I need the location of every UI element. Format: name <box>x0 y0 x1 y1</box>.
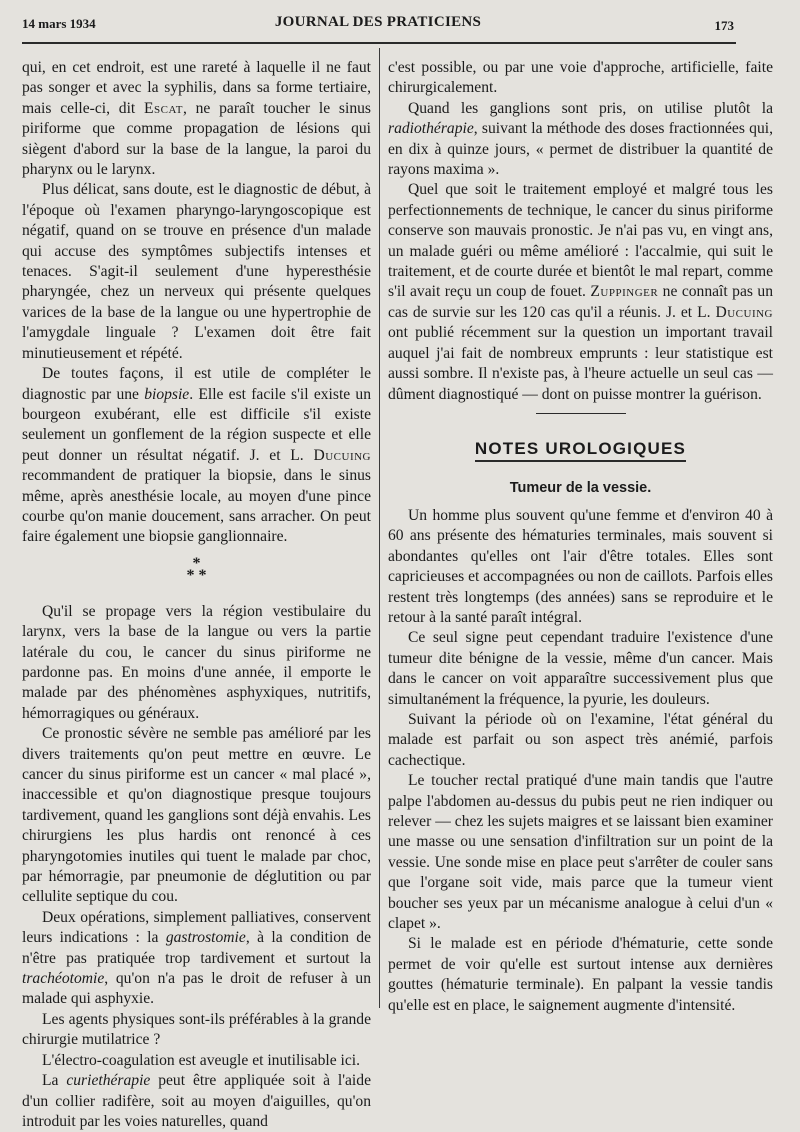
paragraph: Un homme plus souvent qu'une femme et d'environ 40 à 60 ans présente des hématuries terminales, mais souvent si abondantes qu'elles ont l'air d'être totales. Elles sont capricieuses et accompagnées ou non de caillots. Parfois elles restent très longtemps (des années) sans se reproduire et le retour à la santé paraît intégral. <box>388 506 773 626</box>
paragraph: Plus délicat, sans doute, est le diagnostic de début, à l'époque où l'examen pharyngo-laryngoscopique est négatif, quand on se trouve en présence d'un malade qui accuse des symptômes subjectifs intenses et tenaces. S'agit-il seulement d'une hyperesthésie pharyngée, chez un nerveux qui présente quelques varices de la base de la langue ou une hypertrophie de l'amygdale linguale ? L'examen doit être fait minutieusement et répété. <box>22 181 371 362</box>
right-column <box>388 58 773 1016</box>
emphasis: biopsie <box>144 385 190 403</box>
author-name: Ducuing <box>715 303 773 321</box>
paragraph: Si le malade est en période d'hématurie, cette sonde permet de voir qu'elle est surtout intense aux dernières gouttes (hématurie terminale). En palpant la vessie tandis qu'elle est en place, le saignement augmente d'intensité. <box>388 935 773 1014</box>
emphasis: gastrostomie <box>165 929 246 947</box>
paragraph: Quel que soit le traitement employé et malgré tous les perfectionnements de technique, le cancer du sinus piriforme conserve son mauvais pronostic. Je n'ai pas vu, en vingt ans, un malade guéri ou même amélioré : l'accalmie, qui suit le traitement, et de courte durée et bientôt le mal repart, comme s'il avait reçu un coup de fouet. Zuppinger ne connaît pas un cas de survie sur les 120 cas qu'il a réunis. J. et L. Ducuing ont publié récemment sur la question un important travail auquel j'ai fait de nombreux emprunts : leur statistique est aussi sombre. Il n'existe pas, à l'heure actuelle un seul cas — dûment diagnostiqué — dont on puisse montrer la guérison. <box>388 181 773 403</box>
page-header <box>22 14 734 44</box>
paragraph: Ce seul signe peut cependant traduire l'existence d'une tumeur dite bénigne de la vessie, même d'un cancer. Mais dans le cancer on voit apparaître successivement plus que simultanément la fréquence, la pyurie, les douleurs. <box>388 629 773 708</box>
article-subtitle: Tumeur de la vessie. <box>509 479 652 496</box>
paragraph: Deux opérations, simplement palliatives, conservent leurs indications : la gastrostomie, à la condition de n'être pas pratiquée trop tardivement et surtout la trachéotomie, qu'on n'a pas le droit de refuser à un malade qui asphyxie. <box>22 908 371 1008</box>
paragraph: c'est possible, ou par une voie d'approche, artificielle, faite chirurgicalement. <box>388 59 773 97</box>
paragraph: Quand les ganglions sont pris, on utilise plutôt la radiothérapie, suivant la méthode des doses fractionnées qui, en dix à quinze jours, « permet de distribuer la quantité de rayons maxima ». <box>388 99 773 179</box>
paragraph: Les agents physiques sont-ils préférables à la grande chirurgie mutilatrice ? <box>22 1010 371 1049</box>
emphasis: trachéotomie <box>22 970 105 988</box>
section-separator <box>536 413 626 414</box>
paragraph: qui, en cet endroit, est une rareté à laquelle il ne faut pas songer et avec la syphilis, dans sa forme tertiaire, mais celle-ci, dit Escat, ne paraît toucher le sinus piriforme que comme propagation de lésions qui siègent d'abord sur la base de la langue, la paroi du pharynx ou le larynx. <box>22 59 371 179</box>
paragraph: Ce pronostic sévère ne semble pas amélioré par les divers traitements qu'on peut mettre en œuvre. Le cancer du sinus piriforme est un cancer « mal placé », inaccessible et qu'on diagnostique presque toujours tardivement, quand les ganglions sont déjà envahis. Les chirurgiens les plus hardis ont renoncé à ces pharyngotomies inutiles qui tuent le malade par choc, par hémorragie, par pneumonie de déglutition ou par cellulite septique du cou. <box>22 725 371 906</box>
header-date: 14 mars 1934 <box>22 16 96 31</box>
paragraph: Suivant la période où on l'examine, l'état général du malade est parfait ou son aspect très anémié, parfois cachectique. <box>388 710 773 769</box>
paragraph: L'électro-coagulation est aveugle et inutilisable ici. <box>42 1051 361 1069</box>
paragraph: Qu'il se propage vers la région vestibulaire du larynx, vers la base de la langue ou vers la partie latérale du cou, le cancer du sinus piriforme ne pardonne pas. En moins d'une année, il emporte le malade par des phénomènes asphyxiques, nutritifs, hémorragiques ou généraux. <box>22 602 371 722</box>
paragraph: De toutes façons, il est utile de compléter le diagnostic par une biopsie. Elle est facile s'il existe un bourgeon exubérant, elle est difficile s'il existe seulement un gonflement de la région suspecte et elle peut donner un résultat négatif. J. et L. Ducuing recommandent de pratiquer la biopsie, dans le sinus même, après anesthésie locale, au moyen d'une pince courbe qu'on manie doucement, sans arracher. On peut faire également une biopsie ganglionnaire. <box>22 365 372 546</box>
emphasis: radiothérapie <box>388 120 474 138</box>
author-name: Zuppinger <box>590 283 659 301</box>
left-column <box>22 58 371 1132</box>
column-divider <box>379 48 380 1008</box>
paragraph: Le toucher rectal pratiqué d'une main tandis que l'autre palpe l'abdomen au-dessus du pubis peut ne rien indiquer ou relever — chez les sujets maigres et se laissant bien examiner une masse ou une sensation d'infiltration sur un point de la vessie. Une sonde mise en place peut s'arrêter de couler sans que l'organe soit vide, mais parce que la tumeur vient boucher ses yeux par un mécanisme analogue à celui d'un « clapet ». <box>388 772 773 933</box>
author-name: Escat <box>144 99 183 117</box>
paragraph: La curiethérapie peut être appliquée soit à l'aide d'un collier radifère, soit au moyen d'aiguilles, qu'on introduit par les voies naturelles, quand <box>22 1072 371 1130</box>
asterism: * * * <box>186 554 207 584</box>
author-name: Ducuing <box>313 446 371 464</box>
header-page-number: 173 <box>714 18 734 33</box>
header-rule <box>22 42 736 44</box>
emphasis: curiethérapie <box>66 1072 151 1090</box>
section-title: NOTES UROLOGIQUES <box>388 438 773 460</box>
header-journal-title: JOURNAL DES PRATICIENS <box>274 14 482 30</box>
